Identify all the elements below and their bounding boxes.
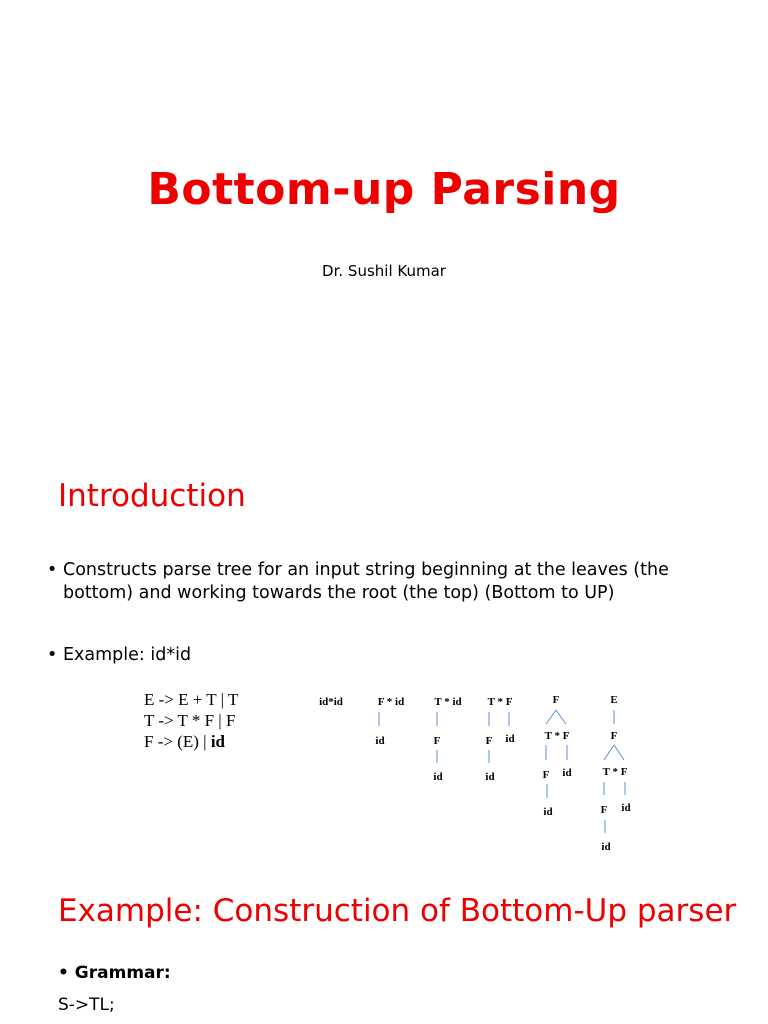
slide-author: Dr. Sushil Kumar [322,262,446,280]
tree-node: T * F [487,696,513,708]
tree-edge [604,745,614,760]
bullet-marker: • [47,560,58,580]
bullet-text: Constructs parse tree for an input string beginning at the leaves (the bottom) and working towards the root (the top) (Bottom to UP) [63,560,669,603]
slide-title: Bottom-up Parsing [147,164,621,215]
tree-edge [546,710,556,724]
bullet-marker: • [47,645,58,665]
tree-node: F [600,804,608,816]
bullet-marker: • [58,963,69,983]
tree-node: F [485,735,493,747]
tree-node: id*id [319,696,343,708]
tree-node: F [610,730,618,742]
tree-node: F * id [377,696,405,708]
tree-node: E [610,694,618,706]
grammar-rule-s: S->TL; [58,995,115,1015]
tree-node: F [542,769,550,781]
example-heading: Example: Construction of Bottom-Up parser [58,893,737,929]
tree-edge [556,710,566,724]
tree-node: id [433,771,443,783]
tree-node: id [621,802,631,814]
tree-node: id [601,841,611,853]
tree-edge [614,745,624,760]
tree-node: id [485,771,495,783]
tree-node: id [505,733,515,745]
tree-node: T * id [434,696,462,708]
grammar-rule-t: T -> T * F | F [144,711,236,730]
tree-node: F [552,694,560,706]
grammar-bullet [58,963,171,983]
tree-node: T * F [602,766,628,778]
tree-node: T * F [544,730,570,742]
tree-node: id [375,735,385,747]
grammar-rule-f-text: F -> (E) | [144,732,211,751]
tree-node: id [543,806,553,818]
grammar-rule-f-id: id [210,732,226,751]
grammar-rule-e: E -> E + T | T [144,690,239,709]
grammar-label-text: Grammar: [74,963,171,983]
tree-node: F [433,735,441,747]
introduction-heading: Introduction [58,478,246,514]
bullet-text: Example: id*id [63,645,192,665]
tree-node: id [562,767,572,779]
